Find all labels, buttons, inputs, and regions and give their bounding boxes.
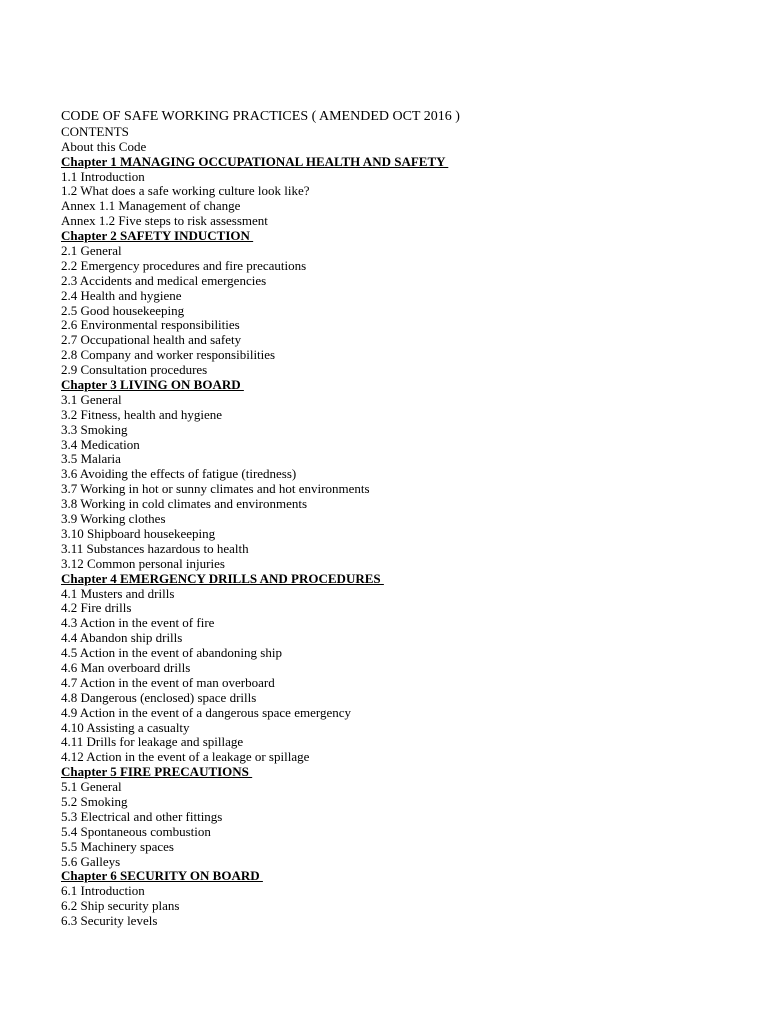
contents-item: 2.9 Consultation procedures <box>61 362 208 378</box>
contents-item: 4.4 Abandon ship drills <box>61 630 183 646</box>
contents-item: 2.2 Emergency procedures and fire precautions <box>61 257 307 273</box>
contents-heading: CONTENTS <box>61 123 129 139</box>
contents-item: 5.2 Smoking <box>61 793 128 809</box>
chapter-heading-4: Chapter 4 EMERGENCY DRILLS AND PROCEDURES <box>61 570 384 586</box>
chapter-heading-3: Chapter 3 LIVING ON BOARD <box>61 377 244 393</box>
contents-item: 4.9 Action in the event of a dangerous space emergency <box>61 704 351 720</box>
contents-item: 5.5 Machinery spaces <box>61 838 174 854</box>
contents-item: 2.7 Occupational health and safety <box>61 332 242 348</box>
contents-item: 2.8 Company and worker responsibilities <box>61 347 276 363</box>
contents-item: 2.6 Environmental responsibilities <box>61 317 240 333</box>
contents-item: 3.9 Working clothes <box>61 511 166 527</box>
chapter-heading-6: Chapter 6 SECURITY ON BOARD <box>61 868 263 884</box>
document-body <box>61 110 741 929</box>
contents-item: 4.11 Drills for leakage and spillage <box>61 734 244 750</box>
contents-item: 1.2 What does a safe working culture look like? <box>61 183 310 199</box>
contents-item: 3.7 Working in hot or sunny climates and hot environments <box>61 481 370 497</box>
chapter-list <box>61 155 741 929</box>
contents-item: 2.4 Health and hygiene <box>61 287 182 303</box>
contents-item: 1.1 Introduction <box>61 168 145 184</box>
contents-item: 2.3 Accidents and medical emergencies <box>61 272 267 288</box>
contents-item: 3.2 Fitness, health and hygiene <box>61 406 223 422</box>
chapter-heading-2: Chapter 2 SAFETY INDUCTION <box>61 228 254 244</box>
contents-item: 4.2 Fire drills <box>61 600 132 616</box>
chapter-heading-5: Chapter 5 FIRE PRECAUTIONS <box>61 764 253 780</box>
contents-item: 2.1 General <box>61 243 122 259</box>
contents-item: 5.1 General <box>61 779 122 795</box>
contents-item: 3.12 Common personal injuries <box>61 555 225 571</box>
contents-item: 4.8 Dangerous (enclosed) space drills <box>61 689 257 705</box>
contents-item: 4.7 Action in the event of man overboard <box>61 674 275 690</box>
contents-item: 6.1 Introduction <box>61 883 145 899</box>
chapter-heading-1: Chapter 1 MANAGING OCCUPATIONAL HEALTH AND SAFETY <box>61 153 449 169</box>
contents-item: 4.12 Action in the event of a leakage or spillage <box>61 749 310 765</box>
contents-item: 4.3 Action in the event of fire <box>61 615 215 631</box>
contents-item: 4.5 Action in the event of abandoning ship <box>61 645 282 661</box>
contents-item: 5.3 Electrical and other fittings <box>61 808 223 824</box>
document-title: CODE OF SAFE WORKING PRACTICES ( AMENDED OCT 2016 ) <box>61 109 460 124</box>
contents-item: 5.6 Galleys <box>61 853 121 869</box>
contents-item: 3.4 Medication <box>61 436 140 452</box>
about-entry: About this Code <box>61 138 147 154</box>
contents-item: Annex 1.2 Five steps to risk assessment <box>61 213 268 229</box>
contents-item: 3.10 Shipboard housekeeping <box>61 525 216 541</box>
contents-item: 6.2 Ship security plans <box>61 898 180 914</box>
contents-item: 3.5 Malaria <box>61 451 121 467</box>
contents-item: 3.8 Working in cold climates and environments <box>61 496 308 512</box>
contents-item: Annex 1.1 Management of change <box>61 198 241 214</box>
contents-item: 4.6 Man overboard drills <box>61 659 191 675</box>
contents-item: 3.3 Smoking <box>61 421 128 437</box>
contents-item: 4.10 Assisting a casualty <box>61 719 190 735</box>
contents-item: 3.11 Substances hazardous to health <box>61 540 249 556</box>
contents-item: 6.3 Security levels <box>61 913 158 929</box>
contents-item: 2.5 Good housekeeping <box>61 302 185 318</box>
contents-item: 5.4 Spontaneous combustion <box>61 823 211 839</box>
contents-item: 4.1 Musters and drills <box>61 585 175 601</box>
contents-item: 3.6 Avoiding the effects of fatigue (tiredness) <box>61 466 297 482</box>
contents-item: 3.1 General <box>61 391 122 407</box>
